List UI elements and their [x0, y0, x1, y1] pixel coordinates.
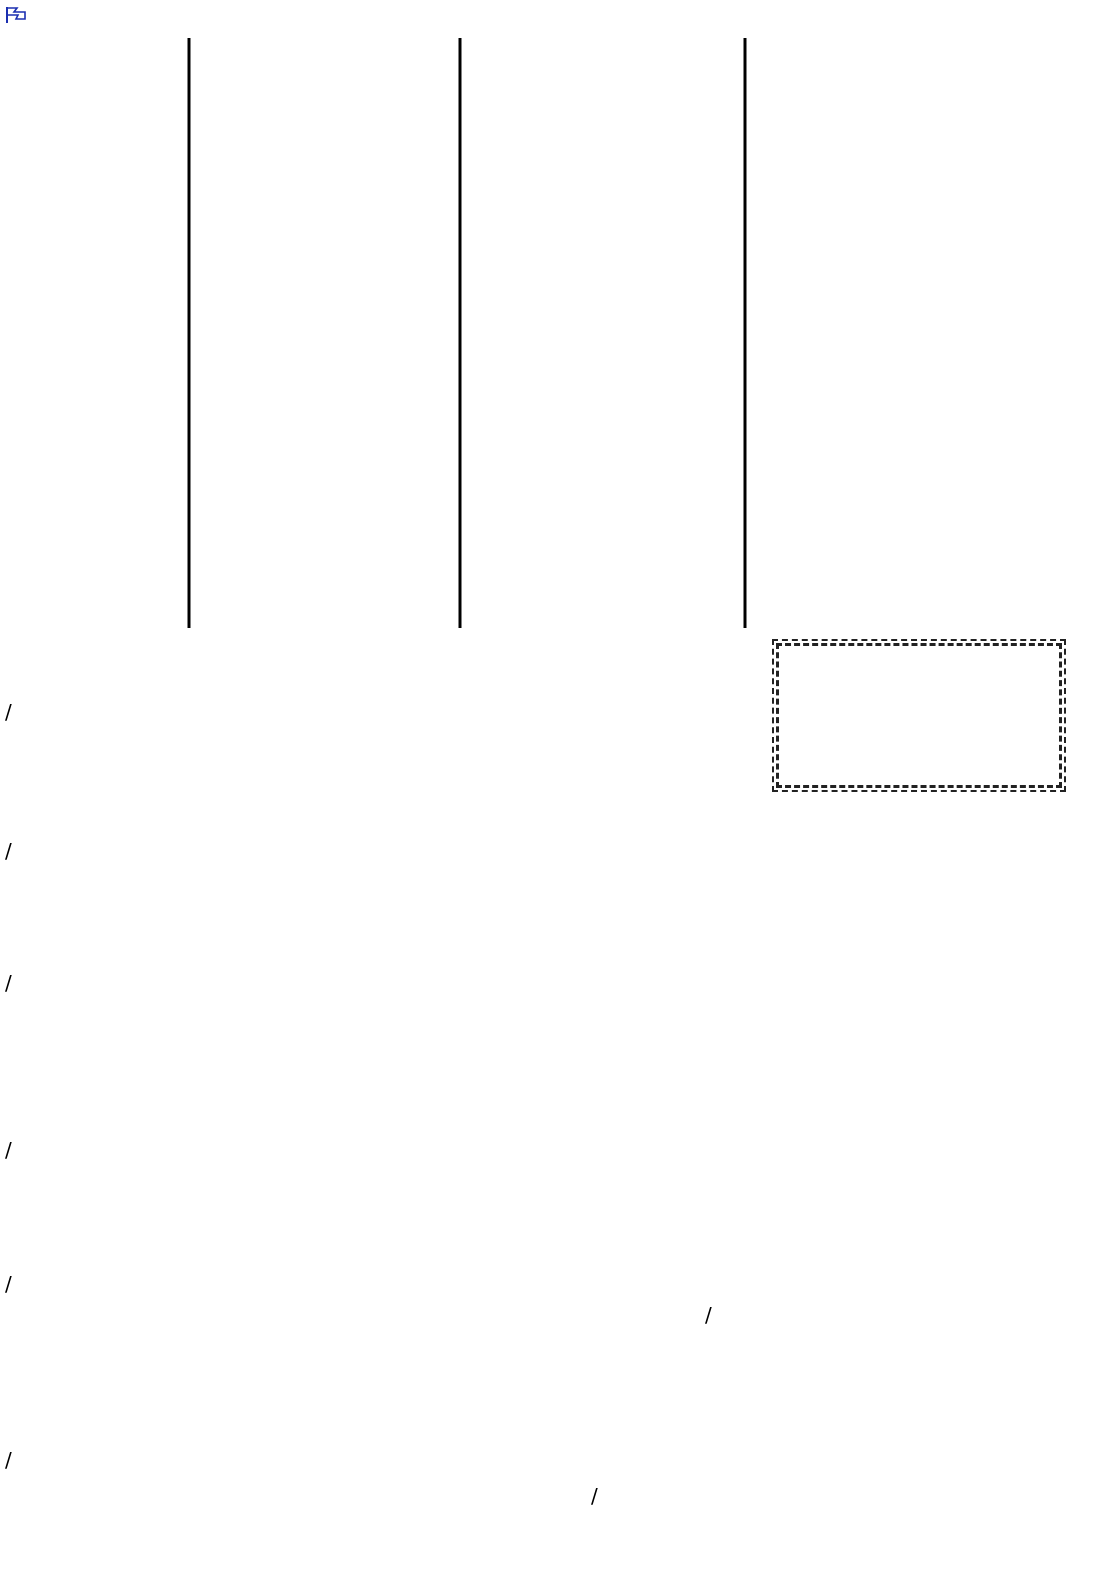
fraction-label-9-4: / [5, 971, 12, 995]
fraction-label-5-2: / [5, 700, 12, 724]
fraction-label-9-5: / [5, 1272, 12, 1296]
fraction-label-10-5: / [705, 1303, 712, 1327]
fraction-label-23-8: / [591, 1484, 598, 1508]
fraction-label-8-3: / [5, 839, 12, 863]
fraction-label-18-8: / [5, 1448, 12, 1472]
fraction-label-12-3: / [5, 1138, 12, 1162]
